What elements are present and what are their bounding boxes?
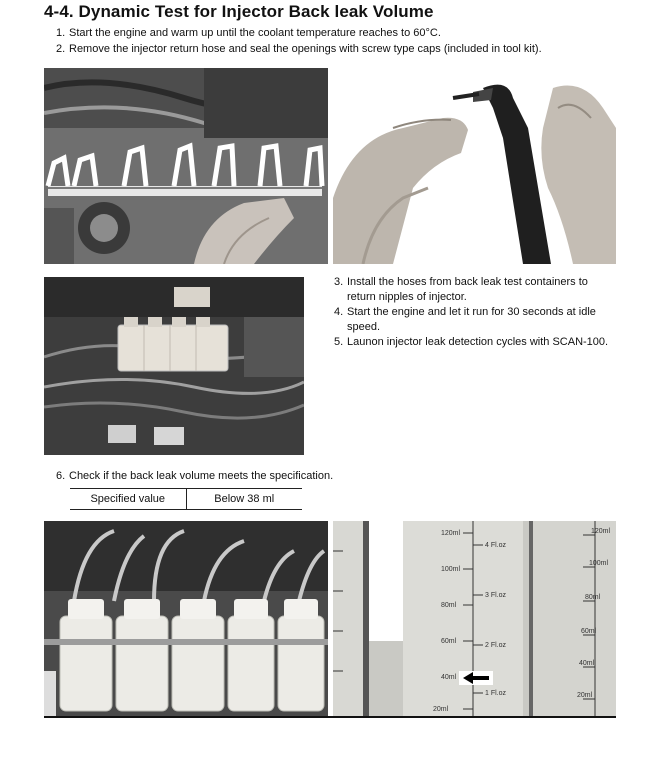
- step-5: [334, 335, 618, 350]
- step-text: Check if the back leak volume meets the specification.: [69, 470, 334, 482]
- spec-table-value: Below 38 ml: [214, 493, 275, 505]
- scale-right-ml-100: 100ml: [589, 560, 609, 567]
- step-number: 6.: [56, 470, 66, 482]
- step-number: 3.: [334, 276, 344, 288]
- scale-floz-1: 1 Fl.oz: [485, 690, 507, 697]
- spec-table-header: Specified value: [70, 489, 187, 509]
- scale-floz-2: 2 Fl.oz: [485, 642, 507, 649]
- bottom-rule: [44, 716, 616, 718]
- photo-seal-cap: [333, 68, 616, 264]
- scale-ml-40: 40ml: [441, 674, 457, 681]
- step-text: Install the hoses from back leak test containers to return nipples of injector.: [347, 276, 588, 303]
- scale-right-ml-80: 80ml: [585, 594, 601, 601]
- step-text: Start the engine and warm up until the coolant temperature reaches to 60°C.: [69, 27, 441, 39]
- scale-ml-60: 60ml: [441, 638, 457, 645]
- step-text: Remove the injector return hose and seal the openings with screw type caps (included in tool kit).: [69, 43, 542, 55]
- photo-back-leak-containers-installed: [44, 277, 304, 455]
- scale-right-ml-60: 60ml: [581, 628, 597, 635]
- step-6: [56, 468, 333, 484]
- step-number: 1.: [56, 27, 66, 39]
- step-text: Launon injector leak detection cycles with SCAN-100.: [347, 336, 609, 348]
- step-number: 4.: [334, 306, 344, 318]
- scale-floz-3: 3 Fl.oz: [485, 592, 507, 599]
- scale-ml-100: 100ml: [441, 566, 461, 573]
- spec-table: [70, 488, 302, 510]
- scale-floz-4: 4 Fl.oz: [485, 542, 507, 549]
- step-2: [56, 41, 636, 57]
- photo-engine-return-hose: [44, 68, 328, 264]
- scale-right-ml-20: 20ml: [577, 692, 593, 699]
- photo-bottle-row: [44, 521, 328, 716]
- steps-top-list: [56, 25, 636, 57]
- scale-ml-80: 80ml: [441, 602, 457, 609]
- arrow-left-icon: [459, 671, 493, 685]
- step-number: 5.: [334, 336, 344, 348]
- steps-six-list: [56, 468, 333, 484]
- scale-right-ml-40: 40ml: [579, 660, 595, 667]
- step-1: [56, 25, 636, 41]
- scale-ml-120: 120ml: [441, 530, 461, 537]
- step-text: Start the engine and let it run for 30 seconds at idle speed.: [347, 306, 596, 333]
- steps-mid-list: [334, 275, 618, 350]
- section-title: 4-4. Dynamic Test for Injector Back leak Volume: [44, 2, 434, 21]
- scale-right-ml-120: 120ml: [591, 528, 611, 535]
- scale-ml-20: 20ml: [433, 706, 449, 713]
- step-number: 2.: [56, 43, 66, 55]
- photo-container-scale: [333, 521, 616, 716]
- step-3: [334, 275, 618, 305]
- step-4: [334, 305, 618, 335]
